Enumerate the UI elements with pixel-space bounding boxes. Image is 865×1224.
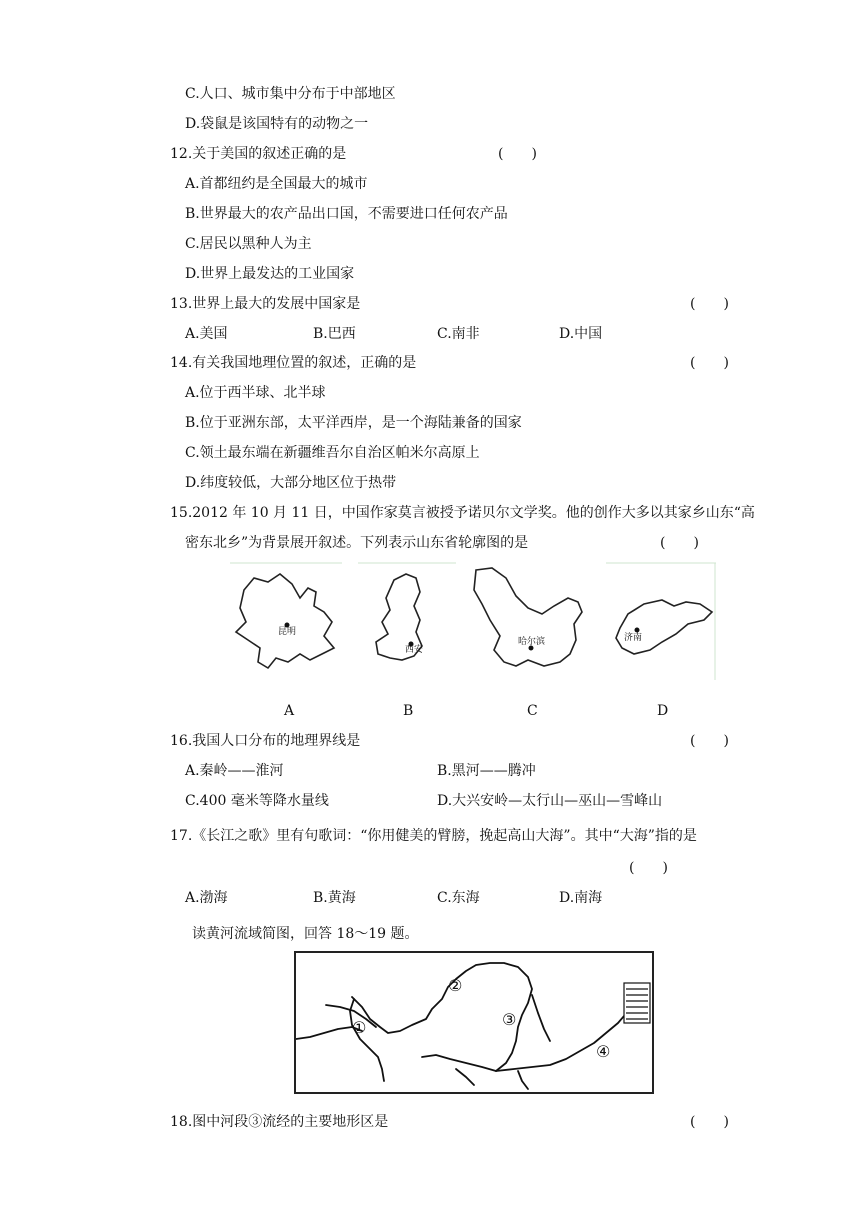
city-label-jinan: 济南 xyxy=(624,633,643,643)
city-label-kunming: 昆明 xyxy=(278,627,297,637)
q15-bracket: ( ) xyxy=(660,535,699,551)
shandong-outline xyxy=(616,600,712,654)
q17-option-b: B.黄海 xyxy=(313,890,356,906)
q16-bracket: ( ) xyxy=(690,733,729,749)
q15-stem-line2: 密东北乡”为背景展开叙述。下列表示山东省轮廓图的是 xyxy=(185,535,529,551)
q13-option-c: C.南非 xyxy=(437,326,480,342)
map-option-d: D xyxy=(657,703,669,719)
q18-19-intro: 读黄河流域简图，回答 18～19 题。 xyxy=(192,926,419,942)
q12-option-a: A.首都纽约是全国最大的城市 xyxy=(185,176,368,192)
q12-stem: 12.关于美国的叙述正确的是 xyxy=(170,146,347,162)
river-marker-4: ④ xyxy=(596,1042,611,1061)
river-marker-3: ③ xyxy=(502,1010,517,1029)
yellow-river-basin-map xyxy=(294,951,654,1094)
q12-option-d: D.世界上最发达的工业国家 xyxy=(185,266,355,282)
q12-bracket: ( ) xyxy=(498,146,537,162)
q17-stem: 17.《长江之歌》里有句歌词：“你用健美的臂膀，挽起高山大海”。其中“大海”指的是 xyxy=(170,828,697,844)
river-marker-2: ② xyxy=(448,976,463,995)
q16-option-d: D.大兴安岭—太行山—巫山—雪峰山 xyxy=(437,793,663,809)
q16-option-a: A.秦岭——淮河 xyxy=(185,763,284,779)
q13-option-b: B.巴西 xyxy=(313,326,356,342)
river-marker-1: ① xyxy=(352,1018,367,1037)
map-option-c: C xyxy=(527,703,538,719)
q14-option-a: A.位于西半球、北半球 xyxy=(185,385,326,401)
q14-option-b: B.位于亚洲东部，太平洋西岸，是一个海陆兼备的国家 xyxy=(185,415,522,431)
q13-bracket: ( ) xyxy=(690,296,729,312)
city-label-xian: 西安 xyxy=(405,645,424,655)
city-label-harbin: 哈尔滨 xyxy=(518,637,546,647)
q18-stem: 18.图中河段③流经的主要地形区是 xyxy=(170,1114,389,1130)
q17-option-a: A.渤海 xyxy=(185,890,228,906)
q12-option-b: B.世界最大的农产品出口国，不需要进口任何农产品 xyxy=(185,206,508,222)
q11-option-d: D.袋鼠是该国特有的动物之一 xyxy=(185,116,369,132)
q14-bracket: ( ) xyxy=(690,355,729,371)
q17-option-c: C.东海 xyxy=(437,890,480,906)
q13-stem: 13.世界上最大的发展中国家是 xyxy=(170,296,361,312)
map-option-b: B xyxy=(403,703,414,719)
q14-stem: 14.有关我国地理位置的叙述，正确的是 xyxy=(170,355,417,371)
q18-bracket: ( ) xyxy=(690,1114,729,1130)
q13-option-d: D.中国 xyxy=(559,326,603,342)
province-outline-maps xyxy=(230,562,716,680)
bohai-sea-coast xyxy=(624,983,650,1023)
q15-stem-line1: 15.2012 年 10 月 11 日，中国作家莫言被授予诺贝尔文学奖。他的创作大多以其家乡山东“高 xyxy=(170,505,755,521)
q11-option-c: C.人口、城市集中分布于中部地区 xyxy=(185,86,396,102)
map-option-a: A xyxy=(284,703,295,719)
q12-option-c: C.居民以黑种人为主 xyxy=(185,236,312,252)
q13-option-a: A.美国 xyxy=(185,326,228,342)
heilongjiang-outline xyxy=(474,568,582,666)
yunnan-outline xyxy=(236,574,334,668)
q16-option-b: B.黑河——腾冲 xyxy=(437,763,536,779)
q16-stem: 16.我国人口分布的地理界线是 xyxy=(170,733,361,749)
q17-option-d: D.南海 xyxy=(559,890,603,906)
q16-option-c: C.400 毫米等降水量线 xyxy=(185,793,329,809)
q14-option-d: D.纬度较低，大部分地区位于热带 xyxy=(185,475,397,491)
q17-bracket: ( ) xyxy=(629,860,668,876)
q14-option-c: C.领土最东端在新疆维吾尔自治区帕米尔高原上 xyxy=(185,445,480,461)
